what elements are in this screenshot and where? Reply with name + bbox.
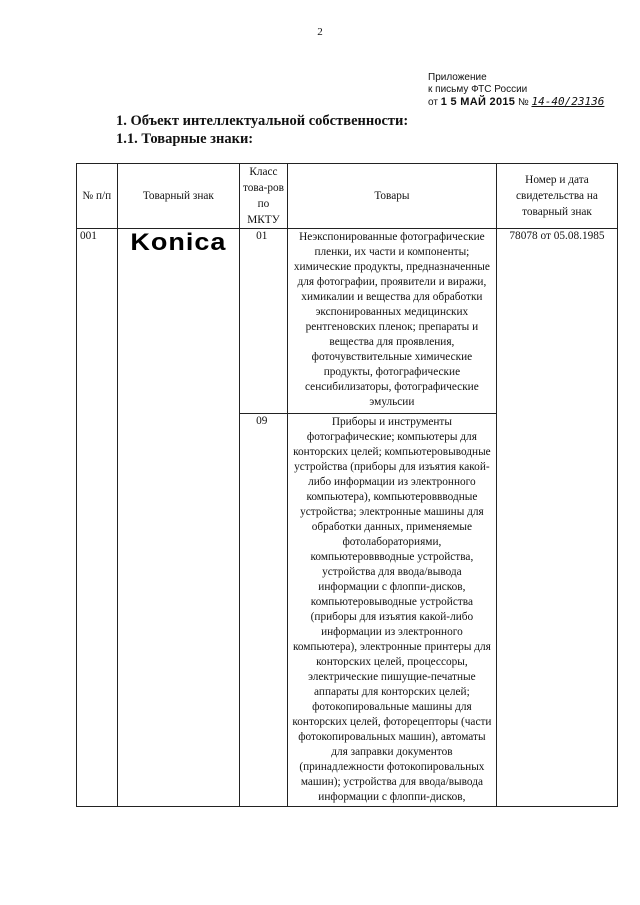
header-class: Класс това-ров по МКТУ	[240, 164, 288, 229]
letter-number: 14-40/23136	[531, 95, 605, 108]
appendix-letter-ref: к письму ФТС России	[428, 84, 528, 95]
goods-description: Приборы и инструменты фотографические; компьютеры для конторских целей; компьютеровыводные устройства (приборы для изъятия какой-либо информации из электронного компьютера), компьютероввводные устройства; электронные машины для обработки данных, применяемые фотолабораториями, компьютероввводные устройства, устройства для ввода/вывода информации с флоппи-дисков, компьютеровыводные устройства (приборы для изъятия какой-либо информации из электронного компьютера), электронные принтеры для конторских целей, процессоры, электрические пишущие-печатные аппараты для конторских целей; фотокопировальные машины для конторских целей, фоторецепторы (части фотокопировальных машин), автоматы для заправки документов (принадлежности фотокопировальных машин); устройства для ввода/вывода информации с флоппи-дисков,	[287, 414, 496, 807]
header-num: № п/п	[77, 164, 118, 229]
from-label: от	[428, 97, 438, 108]
appendix-block	[428, 72, 604, 109]
certificate-info: 78078 от 05.08.1985	[496, 229, 617, 807]
number-sign: №	[517, 97, 529, 108]
table-row	[77, 229, 618, 414]
trademark-table	[76, 163, 618, 807]
page-number: 2	[317, 26, 323, 38]
goods-description: Неэкспонированные фотографические пленки, их части и компоненты; химические продукты, предназначенные для фотографии, проявители и виражи, химикалии и вещества для обработки экспонированных медицинских рентгеновских пленок; препараты и вещества для проявления, фоточувствительные химические продукты, фотографические сенсибилизаторы, фотографические эмульсии	[287, 229, 496, 414]
subsection-heading: 1.1. Товарные знаки:	[116, 131, 254, 147]
header-cert: Номер и дата свидетельства на товарный знак	[496, 164, 617, 229]
appendix-date-number	[428, 96, 604, 109]
konica-logo: Konica	[130, 228, 227, 256]
class-code: 09	[240, 414, 288, 807]
section-heading: 1. Объект интеллектуальной собственности:	[116, 113, 409, 129]
class-code: 01	[240, 229, 288, 414]
row-number: 001	[77, 229, 118, 807]
appendix-title: Приложение	[428, 72, 487, 83]
header-goods: Товары	[287, 164, 496, 229]
header-mark: Товарный знак	[117, 164, 240, 229]
letter-date: 1 5 МАЙ 2015	[440, 96, 516, 108]
table-header-row	[77, 164, 618, 229]
trademark-cell	[117, 229, 240, 807]
